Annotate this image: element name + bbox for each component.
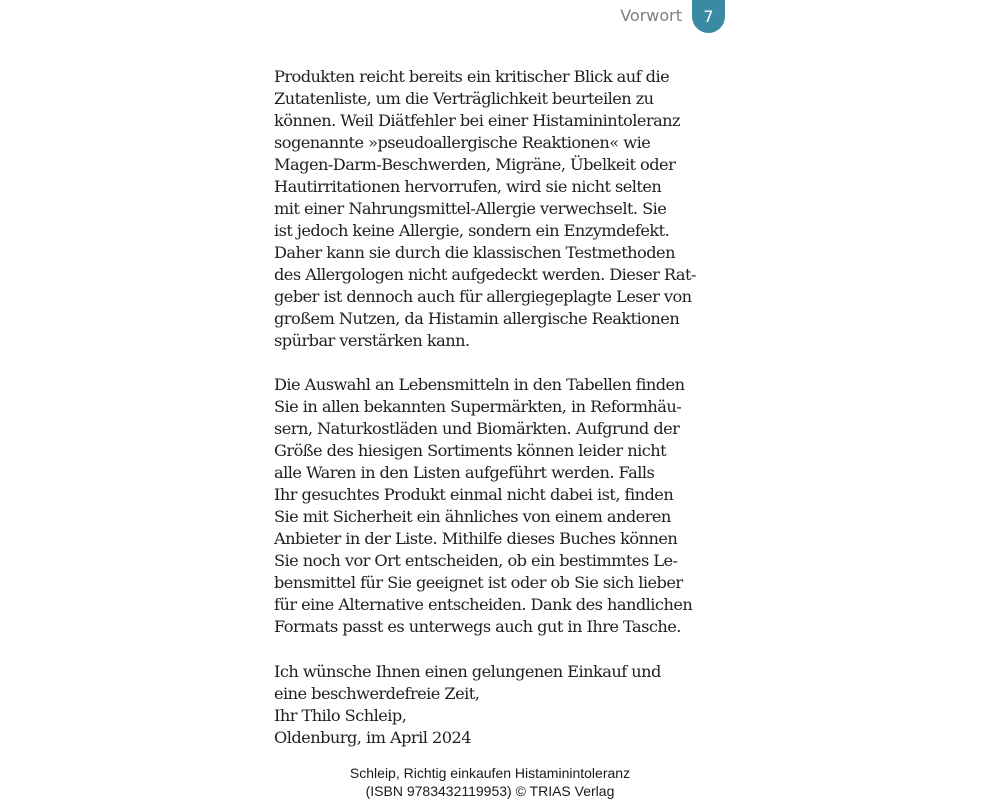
- page-number: 7: [703, 7, 714, 26]
- text-line: bensmittel für Sie geeignet ist oder ob Sie sich lieber: [274, 573, 683, 592]
- running-header-title: Vorwort: [620, 6, 682, 25]
- place-date-line: Oldenburg, im April 2024: [274, 728, 471, 747]
- page-number-badge: [692, 0, 725, 33]
- text-line: können. Weil Diätfehler bei einer Histaminintoleranz: [274, 111, 681, 130]
- text-line: sogenannte »pseudoallergische Reaktionen« wie: [274, 133, 651, 152]
- text-line: geber ist dennoch auch für allergiegeplagte Leser von: [274, 287, 692, 306]
- text-line: Ihr gesuchtes Produkt einmal nicht dabei ist, finden: [274, 485, 674, 504]
- text-line: Sie mit Sicherheit ein ähnliches von einem anderen: [274, 507, 671, 526]
- text-line: Sie in allen bekannten Supermärkten, in Reformhäu-: [274, 397, 682, 416]
- text-line: eine beschwerdefreie Zeit,: [274, 684, 480, 703]
- page-header: [0, 0, 1000, 36]
- text-line: Die Auswahl an Lebensmitteln in den Tabellen finden: [274, 375, 685, 394]
- text-line: Größe des hiesigen Sortiments können leider nicht: [274, 441, 667, 460]
- text-line: mit einer Nahrungsmittel-Allergie verwechselt. Sie: [274, 199, 667, 218]
- text-line: alle Waren in den Listen aufgeführt werden. Falls: [274, 463, 655, 482]
- text-line: für eine Alternative entscheiden. Dank des handlichen: [274, 595, 693, 614]
- text-line: sern, Naturkostläden und Biomärkten. Aufgrund der: [274, 419, 680, 438]
- text-line: Ich wünsche Ihnen einen gelungenen Einkauf und: [274, 662, 661, 681]
- text-line: Hautirritationen hervorrufen, wird sie nicht selten: [274, 177, 662, 196]
- text-line: Zutatenliste, um die Verträglichkeit beurteilen zu: [274, 89, 654, 108]
- text-line: spürbar verstärken kann.: [274, 331, 470, 350]
- author-signature: Ihr Thilo Schleip,: [274, 706, 407, 725]
- text-line: ist jedoch keine Allergie, sondern ein Enzymdefekt.: [274, 221, 670, 240]
- text-line: Produkten reicht bereits ein kritischer Blick auf die: [274, 67, 670, 86]
- text-line: Anbieter in der Liste. Mithilfe dieses Buches können: [274, 529, 678, 548]
- text-line: Sie noch vor Ort entscheiden, ob ein bestimmtes Le-: [274, 551, 678, 570]
- text-line: Magen-Darm-Beschwerden, Migräne, Übelkeit oder: [274, 155, 676, 174]
- footer-citation: Schleip, Richtig einkaufen Histaminintoleranz: [349, 765, 631, 781]
- text-line: Daher kann sie durch die klassischen Testmethoden: [274, 243, 675, 262]
- text-line: des Allergologen nicht aufgedeckt werden. Dieser Rat-: [274, 265, 696, 284]
- footer-publisher: (ISBN 9783432119953) © TRIAS Verlag: [365, 783, 615, 799]
- text-line: großem Nutzen, da Histamin allergische Reaktionen: [274, 309, 680, 328]
- text-line: Formats passt es unterwegs auch gut in Ihre Tasche.: [274, 617, 681, 636]
